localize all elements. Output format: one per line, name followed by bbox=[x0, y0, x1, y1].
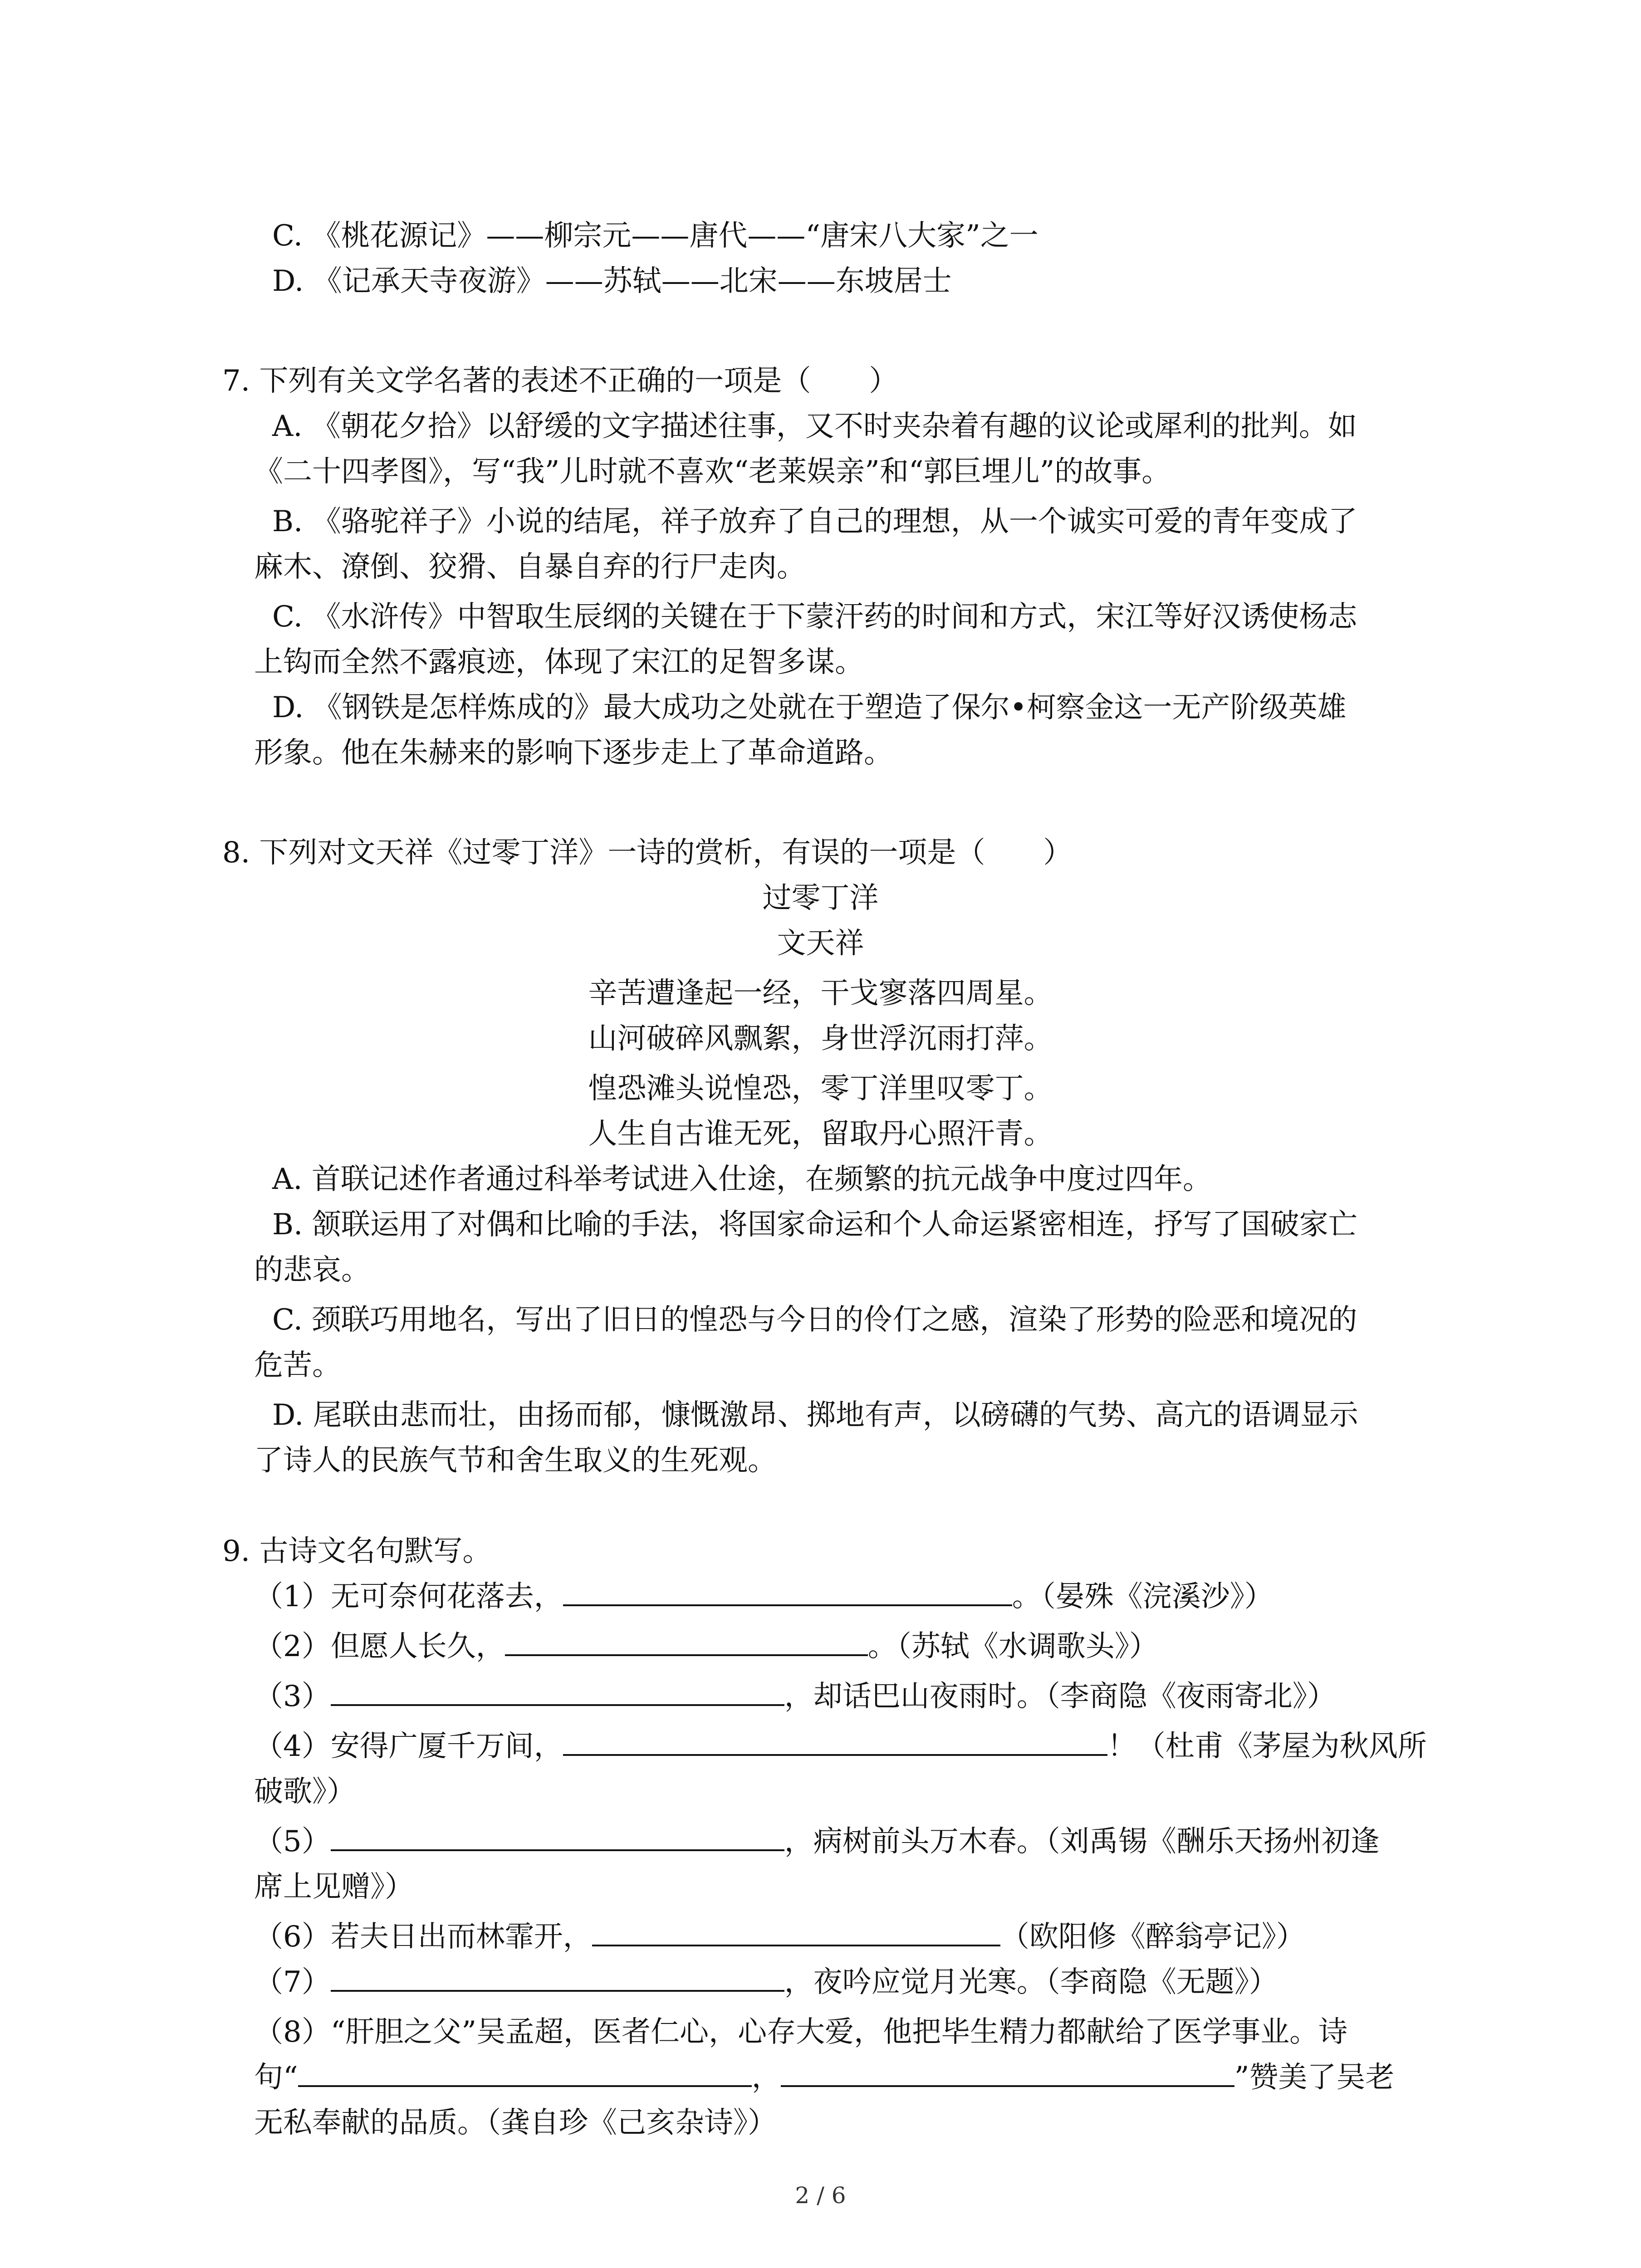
q9-item-2: （2）但愿人长久， 。（苏轼《水调歌头》） bbox=[254, 1630, 1158, 1663]
page-number: 2 / 6 bbox=[795, 2182, 846, 2209]
q9-item-7: （7） ，夜吟应觉月光寒。（李商隐《无题》） bbox=[254, 1965, 1278, 1999]
q7-stem: 7. 下列有关文学名著的表述不正确的一项是（ ） bbox=[222, 364, 898, 398]
q6-option-c: C. 《桃花源记》——柳宗元——唐代——“唐宋八大家”之一 bbox=[272, 219, 1038, 253]
q8-stem: 8. 下列对文天祥《过零丁洋》一诗的赏析，有误的一项是（ ） bbox=[222, 836, 1073, 870]
poem-line: 惶恐滩头说惶恐，零丁洋里叹零丁。 bbox=[588, 1072, 1053, 1105]
q7-option-b-cont: 麻木、潦倒、狡猾、自暴自弃的行尸走肉。 bbox=[254, 550, 806, 584]
q9-item-3: （3） ，却话巴山夜雨时。（李商隐《夜雨寄北》） bbox=[254, 1680, 1336, 1713]
q9-item-5-cont: 席上见赠》） bbox=[254, 1870, 414, 1904]
q8-option-a: A. 首联记述作者通过科举考试进入仕途，在频繁的抗元战争中度过四年。 bbox=[272, 1163, 1212, 1196]
q7-option-c: C. 《水浒传》中智取生辰纲的关键在于下蒙汗药的时间和方式，宋江等好汉诱使杨志 bbox=[272, 600, 1357, 634]
q8-option-b: B. 颔联运用了对偶和比喻的手法，将国家命运和个人命运紧密相连，抒写了国破家亡 bbox=[272, 1208, 1357, 1242]
q8-option-d: D. 尾联由悲而壮，由扬而郁，慷慨激昂、掷地有声，以磅礴的气势、高亢的语调显示 bbox=[272, 1398, 1358, 1432]
q9-item-6: （6）若夫日出而林霏开， （欧阳修《醉翁亭记》） bbox=[254, 1920, 1305, 1954]
q7-option-d-cont: 形象。他在朱赫来的影响下逐步走上了革命道路。 bbox=[254, 736, 893, 770]
q9-item-5: （5） ，病树前头万木春。（刘禹锡《酬乐天扬州初逢 bbox=[254, 1825, 1380, 1858]
q7-option-a: A. 《朝花夕拾》以舒缓的文字描述往事，又不时夹杂着有趣的议论或犀利的批判。如 bbox=[272, 410, 1357, 443]
answer-blank[interactable] bbox=[781, 2060, 1234, 2087]
q9-item-8-cont: 无私奉献的品质。（龚自珍《己亥杂诗》） bbox=[254, 2106, 777, 2140]
answer-blank[interactable] bbox=[331, 1824, 784, 1851]
q8-option-d-cont: 了诗人的民族气节和舍生取义的生死观。 bbox=[254, 1444, 777, 1477]
poem-line: 山河破碎风飘絮，身世浮沉雨打萍。 bbox=[588, 1022, 1053, 1056]
q9-stem: 9. 古诗文名句默写。 bbox=[222, 1535, 492, 1568]
poem-author: 文天祥 bbox=[777, 927, 864, 960]
q9-item-4: （4）安得广厦千万间， ！（杜甫《茅屋为秋风所 bbox=[254, 1730, 1427, 1763]
poem-line: 辛苦遭逢起一经，干戈寥落四周星。 bbox=[588, 977, 1053, 1010]
answer-blank[interactable] bbox=[592, 1919, 1000, 1946]
q7-option-c-cont: 上钩而全然不露痕迹，体现了宋江的足智多谋。 bbox=[254, 645, 864, 679]
q9-item-1: （1）无可奈何花落去， 。（晏殊《浣溪沙》） bbox=[254, 1580, 1274, 1613]
q8-option-c: C. 颈联巧用地名，写出了旧日的惶恐与今日的伶仃之感，渲染了形势的险恶和境况的 bbox=[272, 1303, 1357, 1337]
answer-blank[interactable] bbox=[331, 1679, 784, 1706]
answer-blank[interactable] bbox=[505, 1629, 868, 1656]
q9-item-8: （8）“肝胆之父”吴孟超，医者仁心，心存大爱，他把毕生精力都献给了医学事业。诗 bbox=[254, 2015, 1348, 2049]
answer-blank[interactable] bbox=[563, 1729, 1107, 1756]
q7-option-d: D. 《钢铁是怎样炼成的》最大成功之处就在于塑造了保尔•柯察金这一无产阶级英雄 bbox=[272, 691, 1347, 724]
q6-option-d: D. 《记承天寺夜游》——苏轼——北宋——东坡居士 bbox=[272, 264, 952, 298]
q9-item-8-blanks: 句“ ， ”赞美了吴老 bbox=[254, 2061, 1395, 2094]
q9-item-4-cont: 破歌》） bbox=[254, 1775, 356, 1809]
answer-blank[interactable] bbox=[298, 2060, 752, 2087]
q7-option-b: B. 《骆驼祥子》小说的结尾，祥子放弃了自己的理想，从一个诚实可爱的青年变成了 bbox=[272, 505, 1357, 538]
poem-line: 人生自古谁无死，留取丹心照汗青。 bbox=[588, 1117, 1053, 1151]
q7-option-a-cont: 《二十四孝图》，写“我”儿时就不喜欢“老莱娱亲”和“郭巨埋儿”的故事。 bbox=[254, 455, 1171, 489]
poem-title: 过零丁洋 bbox=[762, 881, 879, 915]
q8-option-c-cont: 危苦。 bbox=[254, 1349, 341, 1382]
answer-blank[interactable] bbox=[563, 1579, 1012, 1606]
q8-option-b-cont: 的悲哀。 bbox=[254, 1253, 370, 1287]
answer-blank[interactable] bbox=[331, 1965, 784, 1992]
